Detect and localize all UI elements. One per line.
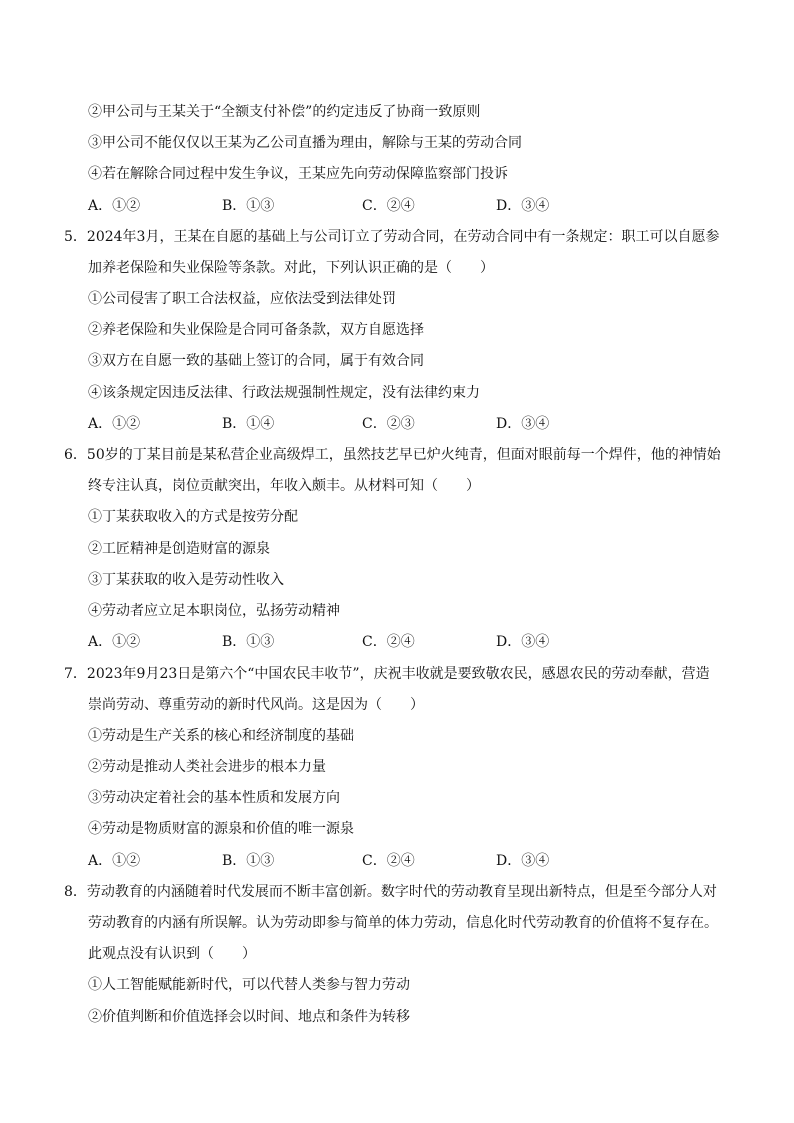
q6-number: 6．: [64, 447, 87, 463]
q6-stem-line-2: 终专注认真，岗位贡献突出，年收入颇丰。从材料可知（ ）: [88, 478, 480, 494]
q6-option-1: ①丁某获取收入的方式是按劳分配: [88, 509, 298, 525]
q5-option-3: ③双方在自愿一致的基础上签订的合同，属于有效合同: [88, 353, 424, 369]
q8-number: 8．: [64, 884, 87, 900]
q7-option-3: ③劳动决定着社会的基本性质和发展方向: [88, 790, 340, 806]
q4-option-3: ③甲公司不能仅仅以王某为乙公司直播为理由，解除与王某的劳动合同: [88, 135, 522, 151]
q5-answer-row: [0, 414, 794, 434]
q6-answer-a[interactable]: A．①②: [88, 634, 141, 650]
q7-option-1: ①劳动是生产关系的核心和经济制度的基础: [88, 728, 354, 744]
q7-stem-text-1: 2023年9月23日是第六个“中国农民丰收节”，庆祝丰收就是要致敬农民，感恩农民的劳动奉献，营造: [86, 666, 710, 682]
q4-answer-a[interactable]: A．①②: [88, 198, 141, 214]
q6-answer-d[interactable]: D．③④: [496, 634, 550, 650]
q4-answer-row: [0, 196, 794, 216]
q7-answer-c[interactable]: C．②④: [362, 853, 415, 869]
q7-stem-line-2: 崇尚劳动、尊重劳动的新时代风尚。这是因为（ ）: [88, 697, 424, 713]
q7-answer-a[interactable]: A．①②: [88, 853, 141, 869]
q7-option-4: ④劳动是物质财富的源泉和价值的唯一源泉: [88, 821, 354, 837]
q4-answer-d[interactable]: D．③④: [496, 198, 550, 214]
q6-stem-text-1: 50岁的丁某目前是某私营企业高级焊工，虽然技艺早已炉火纯青，但面对眼前每一个焊件，他的神情始: [86, 447, 721, 463]
q7-option-2: ②劳动是推动人类社会进步的根本力量: [88, 759, 326, 775]
q8-stem-text-1: 劳动教育的内涵随着时代发展而不断丰富创新。数字时代的劳动教育呈现出新特点，但是至今部分人对: [86, 884, 717, 900]
q8-stem-line-2: 劳动教育的内涵有所误解。认为劳动即参与简单的体力劳动，信息化时代劳动教育的价值将不复存在。: [88, 915, 718, 931]
q8-stem-line-3: 此观点没有认识到（ ）: [88, 946, 256, 962]
q5-answer-a[interactable]: A．①②: [88, 416, 141, 432]
q7-answer-b[interactable]: B．①③: [222, 853, 275, 869]
q6-option-3: ③丁某获取的收入是劳动性收入: [88, 572, 284, 588]
q6-option-4: ④劳动者应立足本职岗位，弘扬劳动精神: [88, 603, 340, 619]
q5-stem-line-1: [64, 227, 719, 247]
q5-number: 5．: [64, 229, 87, 245]
q8-option-2: ②价值判断和价值选择会以时间、地点和条件为转移: [88, 1009, 410, 1025]
q5-answer-d[interactable]: D．③④: [496, 416, 550, 432]
q4-option-2: ②甲公司与王某关于“全额支付补偿”的约定违反了协商一致原则: [88, 104, 481, 120]
q5-answer-b[interactable]: B．①④: [222, 416, 275, 432]
q6-answer-b[interactable]: B．①③: [222, 634, 275, 650]
q6-stem-line-1: [64, 445, 721, 465]
q5-stem-text-1: 2024年3月，王某在自愿的基础上与公司订立了劳动合同，在劳动合同中有一条规定：职工可以自愿参: [86, 229, 720, 245]
q8-option-1: ①人工智能赋能新时代，可以代替人类参与智力劳动: [88, 977, 410, 993]
q5-answer-c[interactable]: C．②③: [362, 416, 415, 432]
q7-stem-line-1: [64, 664, 710, 684]
q4-answer-b[interactable]: B．①③: [222, 198, 275, 214]
q7-number: 7．: [64, 666, 87, 682]
q6-answer-row: [0, 632, 794, 652]
q4-answer-c[interactable]: C．②④: [362, 198, 415, 214]
q5-option-2: ②养老保险和失业保险是合同可备条款，双方自愿选择: [88, 322, 424, 338]
q4-option-4: ④若在解除合同过程中发生争议，王某应先向劳动保障监察部门投诉: [88, 166, 508, 182]
q7-answer-row: [0, 851, 794, 871]
q6-option-2: ②工匠精神是创造财富的源泉: [88, 541, 270, 557]
q5-stem-line-2: 加养老保险和失业保险等条款。对此，下列认识正确的是（ ）: [88, 260, 494, 276]
q5-option-1: ①公司侵害了职工合法权益，应依法受到法律处罚: [88, 291, 396, 307]
q7-answer-d[interactable]: D．③④: [496, 853, 550, 869]
q8-stem-line-1: [64, 882, 717, 902]
q5-option-4: ④该条规定因违反法律、行政法规强制性规定，没有法律约束力: [88, 385, 480, 401]
q6-answer-c[interactable]: C．②④: [362, 634, 415, 650]
